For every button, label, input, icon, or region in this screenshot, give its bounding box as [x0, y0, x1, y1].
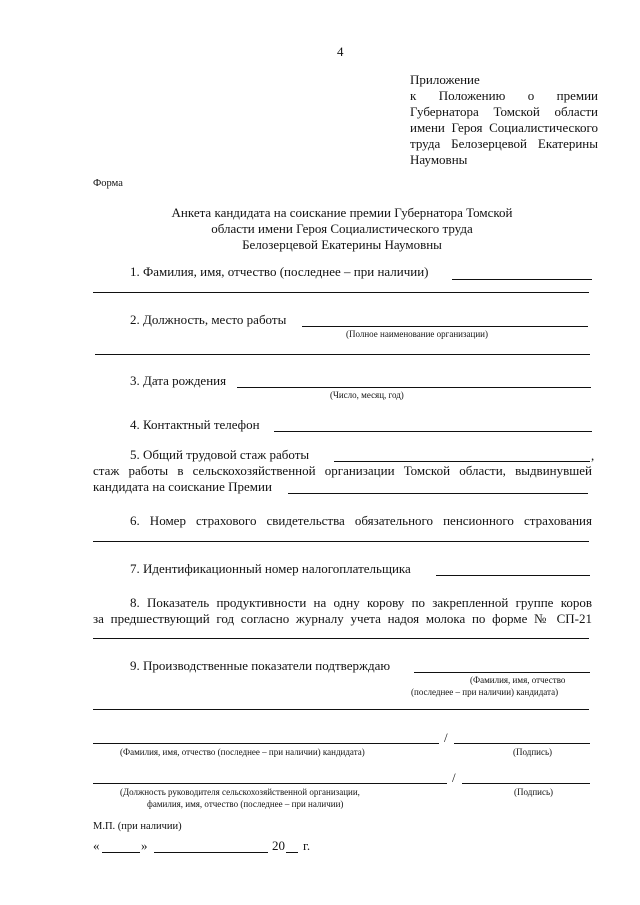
date-day-line[interactable] — [102, 852, 140, 853]
candidate-signature-line[interactable] — [454, 743, 590, 744]
candidate-signature-hint: (Подпись) — [513, 747, 553, 757]
page-number: 4 — [337, 44, 344, 59]
stamp-label: М.П. (при наличии) — [93, 821, 182, 832]
head-name-line[interactable] — [93, 783, 447, 784]
appendix-line: имени Героя Социалистического — [410, 120, 598, 135]
head-signature-line[interactable] — [462, 783, 590, 784]
field-5-input-line[interactable] — [334, 461, 590, 462]
field-9-input-line[interactable] — [414, 672, 590, 673]
field-3-label: 3. Дата рождения — [130, 373, 227, 388]
field-4-input-line[interactable] — [274, 431, 592, 432]
date-month-line[interactable] — [154, 852, 268, 853]
field-8-input-line[interactable] — [93, 638, 589, 639]
field-9-hint-2: (последнее – при наличии) кандидата) — [411, 687, 559, 697]
date-year-prefix: 20 — [272, 838, 285, 853]
appendix-line: Наумовны — [410, 152, 468, 167]
field-5-input-line-2[interactable] — [288, 493, 588, 494]
field-7-label: 7. Идентификационный номер налогоплательщика — [130, 561, 411, 576]
field-5-line-3: кандидата на соискание Премии — [93, 479, 272, 494]
candidate-name-hint: (Фамилия, имя, отчество (последнее – при наличии) кандидата) — [120, 747, 365, 757]
title-line: Белозерцевой Екатерины Наумовны — [242, 237, 442, 252]
slash: / — [444, 730, 448, 745]
title-line: области имени Героя Социалистического труда — [211, 221, 473, 236]
field-9-hint-1: (Фамилия, имя, отчество — [470, 675, 566, 685]
form-label: Форма — [93, 178, 123, 189]
field-3-input-line[interactable] — [237, 387, 591, 388]
field-6-input-line[interactable] — [93, 541, 589, 542]
candidate-name-line[interactable] — [93, 743, 439, 744]
date-close-quote: » — [141, 838, 148, 853]
field-6-label: 6. Номер страхового свидетельства обязательного пенсионного страхования — [130, 513, 592, 528]
field-2-input-line[interactable] — [302, 326, 588, 327]
field-5-comma: , — [591, 448, 595, 463]
appendix-line: к Положению о премии — [410, 88, 598, 103]
date-open-quote: « — [93, 838, 100, 853]
field-2-input-line-2[interactable] — [95, 354, 590, 355]
date-year-line[interactable] — [286, 852, 298, 853]
field-5-label: 5. Общий трудовой стаж работы — [130, 447, 310, 462]
slash: / — [452, 770, 456, 785]
head-signature-hint: (Подпись) — [514, 787, 554, 797]
head-name-hint-2: фамилия, имя, отчество (последнее – при наличии) — [147, 799, 344, 809]
date-year-suffix: г. — [303, 838, 311, 853]
field-7-input-line[interactable] — [436, 575, 590, 576]
head-name-hint-1: (Должность руководителя сельскохозяйственной организации, — [120, 787, 360, 797]
field-1-input-line-2[interactable] — [93, 292, 589, 293]
field-9-label: 9. Производственные показатели подтверждаю — [130, 658, 391, 673]
field-4-label: 4. Контактный телефон — [130, 417, 260, 432]
title-line: Анкета кандидата на соискание премии Губернатора Томской — [171, 205, 513, 220]
field-1-input-line[interactable] — [452, 279, 592, 280]
field-8-line-1: 8. Показатель продуктивности на одну корову по закрепленной группе коров — [130, 595, 592, 610]
field-5-line-2: стаж работы в сельскохозяйственной организации Томской области, выдвинувшей — [93, 463, 592, 478]
field-8-line-2: за предшествующий год согласно журналу учета надоя молока по форме № СП-21 — [93, 611, 592, 626]
field-2-hint: (Полное наименование организации) — [346, 329, 488, 339]
field-3-hint: (Число, месяц, год) — [330, 390, 404, 400]
field-2-label: 2. Должность, место работы — [130, 312, 287, 327]
field-1-label: 1. Фамилия, имя, отчество (последнее – при наличии) — [130, 264, 429, 279]
appendix-line: труда Белозерцевой Екатерины — [410, 136, 598, 151]
appendix-line: Приложение — [410, 72, 480, 87]
appendix-line: Губернатора Томской области — [410, 104, 598, 119]
field-9-input-line-2[interactable] — [93, 709, 589, 710]
